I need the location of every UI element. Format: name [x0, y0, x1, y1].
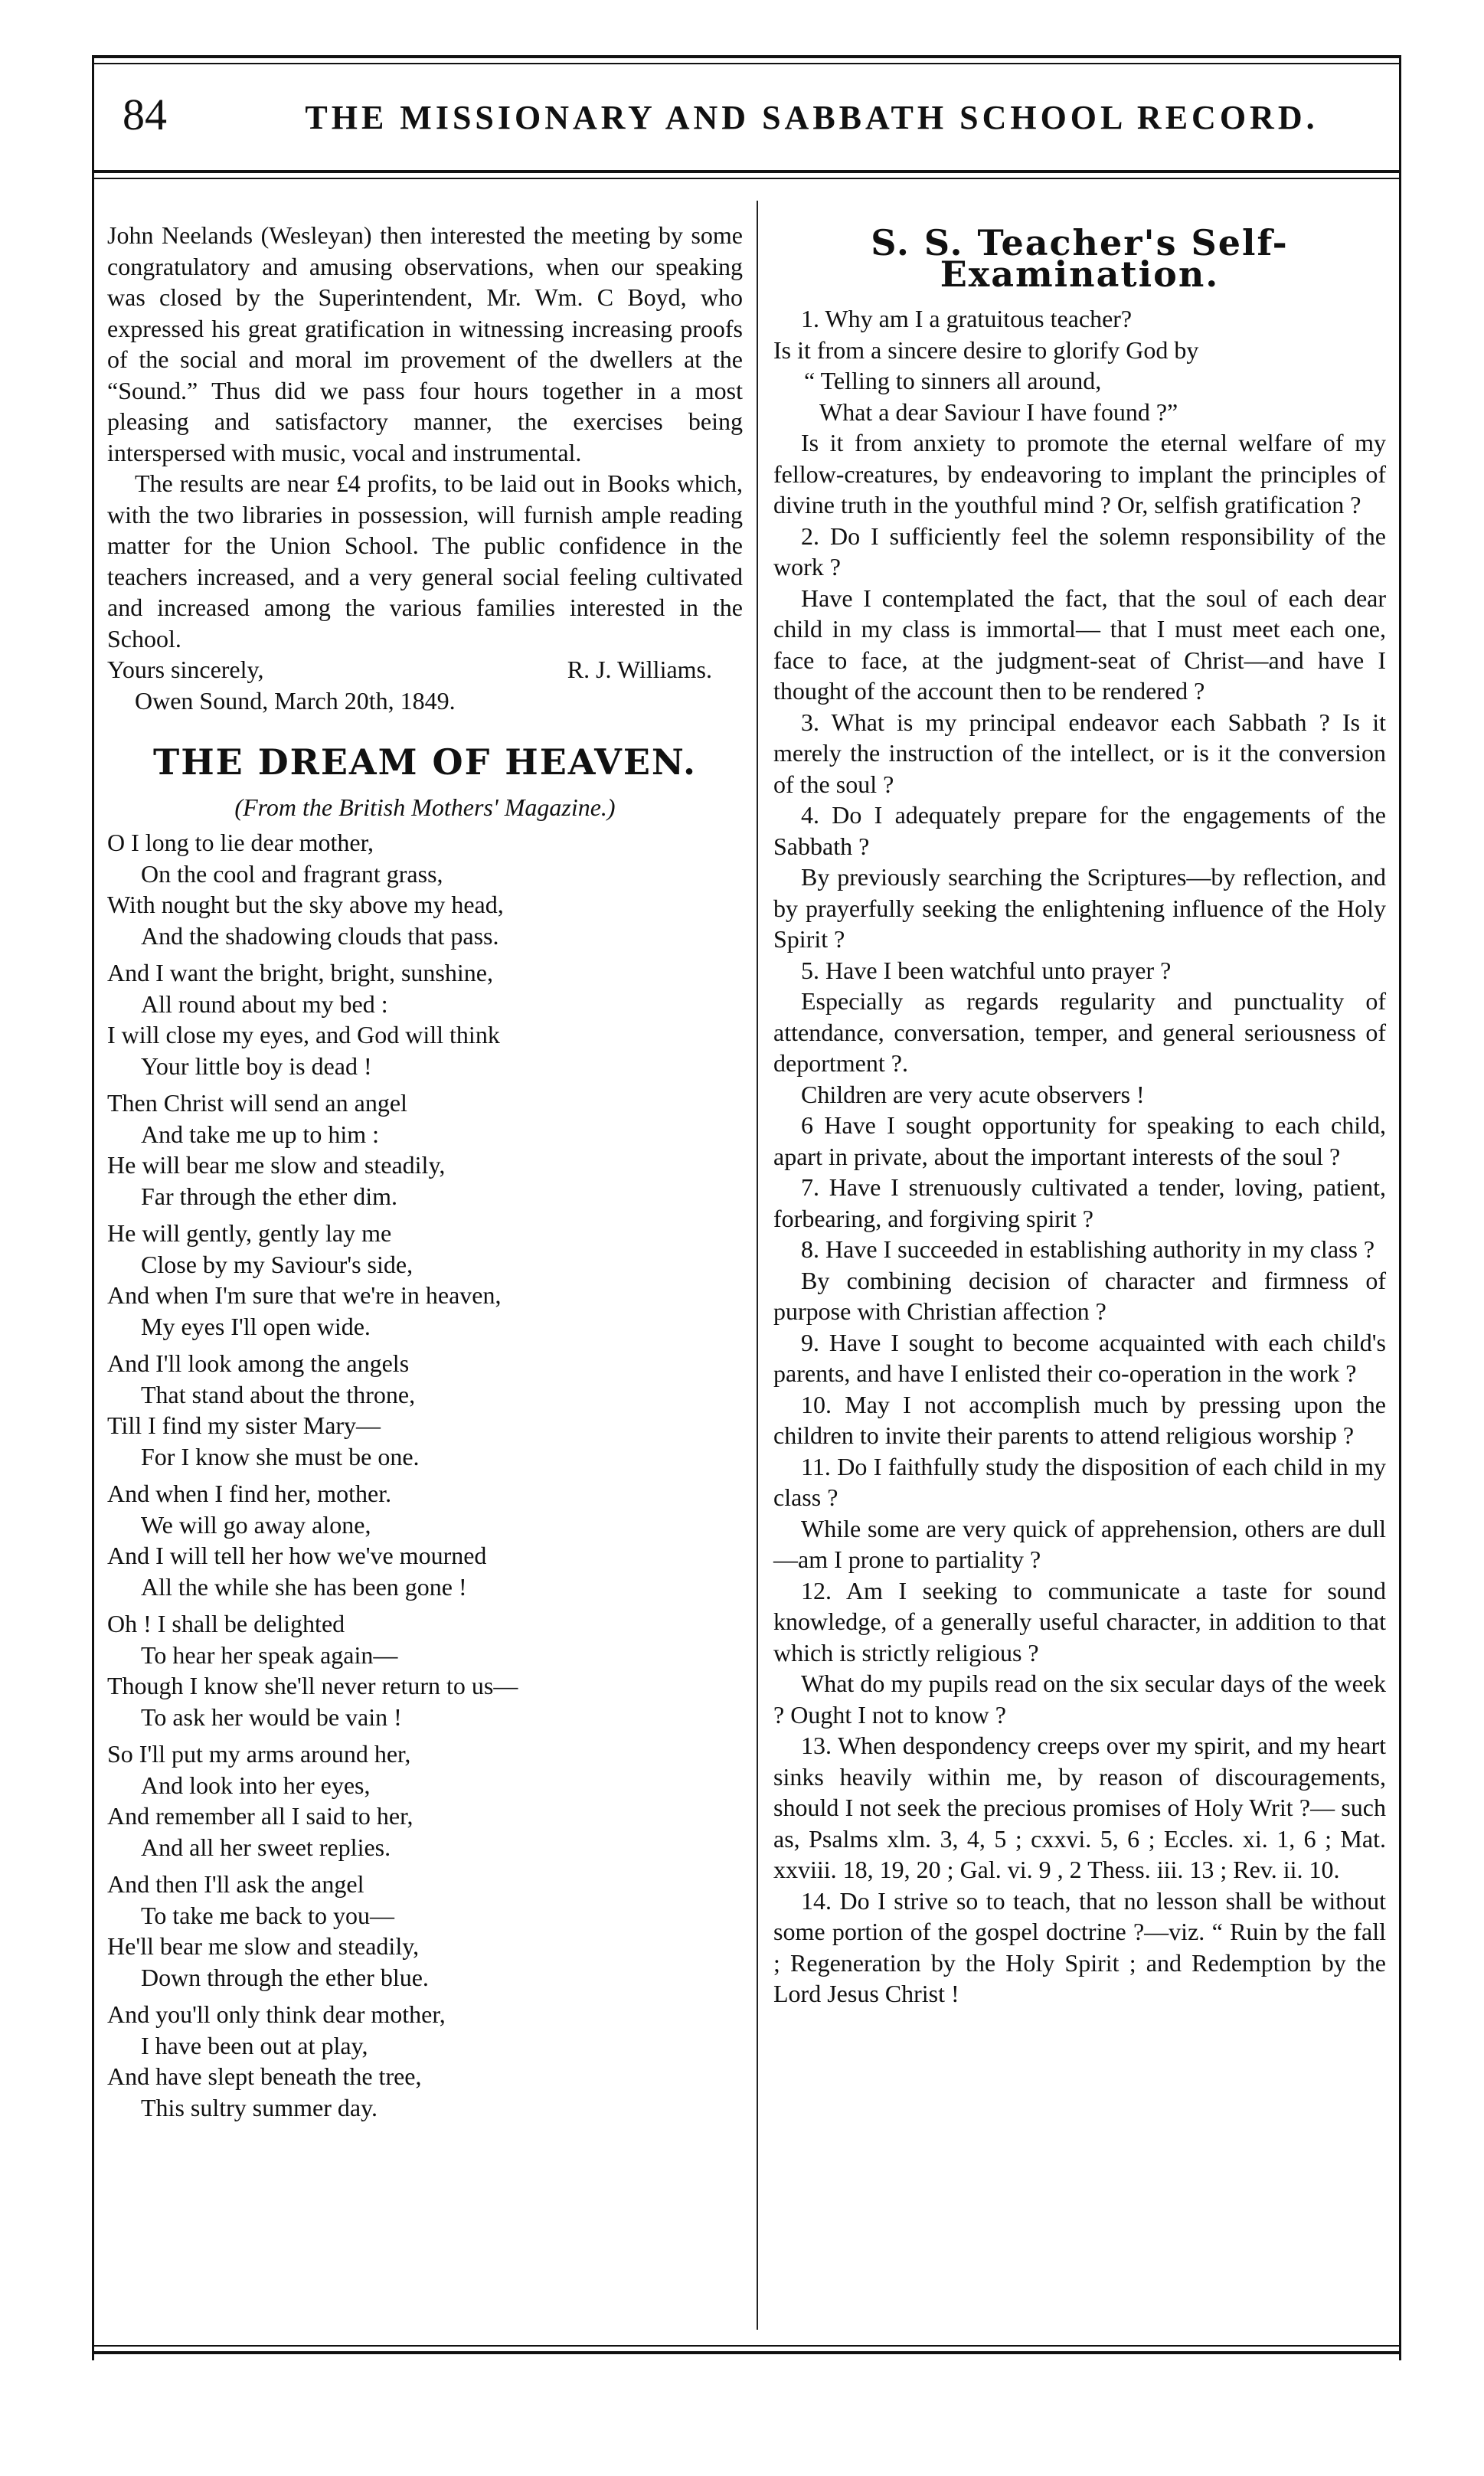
poem-stanza — [107, 1869, 743, 1993]
examination-paragraph: Especially as regards regularity and punctuality of attendance, conversation, temper, and general seriousness of deportment ?. — [773, 987, 1386, 1077]
bottom-rule-thick — [92, 2351, 1401, 2354]
poem-body — [107, 827, 743, 2123]
left-column — [107, 220, 743, 2129]
poem-line: That stand about the throne, — [141, 1380, 416, 1408]
poem-source: (From the British Mothers' Magazine.) — [234, 793, 616, 821]
poem-line: I will close my eyes, and God will think — [107, 1021, 500, 1048]
examination-paragraph: By combining decision of character and firmness of purpose with Christian affection ? — [773, 1266, 1386, 1325]
poem-line: And I will tell her how we've mourned — [107, 1542, 487, 1569]
poem-stanza — [107, 1218, 743, 1342]
poem-line: We will go away alone, — [141, 1510, 371, 1539]
poem-line: Your little boy is dead ! — [141, 1052, 372, 1080]
poem-line: And then I'll ask the angel — [107, 1870, 364, 1898]
poem-line: This sultry summer day. — [141, 2093, 378, 2121]
examination-paragraph: 14. Do I strive so to teach, that no lesson shall be without some portion of the gospel doctrine ?—viz. “ Ruin by the fall ; Regeneration by the Holy Spirit ; and Redemption by the Lord Jesus Christ ! — [773, 1886, 1386, 2007]
examination-paragraph: 6 Have I sought opportunity for speaking to each child, apart in private, about the important interests of the soul ? — [773, 1111, 1386, 1170]
examination-paragraph: Is it from anxiety to promote the eternal welfare of my fellow-creatures, by endeavoring to implant the principles of divine truth in the youthful mind ? Or, selfish gratification ? — [773, 429, 1386, 518]
poem-line: And take me up to him : — [141, 1120, 380, 1148]
poem-line: To take me back to you— — [141, 1901, 394, 1929]
poem-line: And when I'm sure that we're in heaven, — [107, 1281, 502, 1309]
poem-line: For I know she must be one. — [141, 1442, 420, 1470]
poem-line: Then Christ will send an angel — [107, 1089, 407, 1117]
dateline: Owen Sound, March 20th, 1849. — [135, 686, 456, 715]
running-title: THE MISSIONARY AND SABBATH SCHOOL RECORD. — [305, 99, 1319, 136]
page-number: 84 — [123, 90, 167, 139]
poem-line: O I long to lie dear mother, — [107, 829, 374, 856]
top-rule — [92, 55, 1401, 58]
poem-line: I have been out at play, — [141, 2031, 368, 2059]
examination-paragraph: 7. Have I strenuously cultivated a tender, loving, patient, forbearing, and forgiving spirit ? — [773, 1173, 1386, 1232]
examination-paragraph: 13. When despondency creeps over my spirit, and my heart sinks heavily within me, by reason of discouragements, should I not seek the precious promises of Holy Writ ?— such as, Psalms xlm. 3, 4, 5 ; cxxvi. 5, 6 ; Eccles. xi. 1, 6 ; Mat. xxviii. 18, 19, 20 ; Gal. vi. 9 , 2 Thess. iii. 13 ; Rev. ii. 10. — [773, 1732, 1386, 1883]
hymn-couplet — [773, 365, 1386, 427]
examination-paragraph: 12. Am I seeking to communicate a taste for sound knowledge, of a generally useful character, in addition to that which is strictly religious ? — [773, 1576, 1386, 1666]
examination-paragraph: 9. Have I sought to become acquainted with each child's parents, and have I enlisted their co-operation in the work ? — [773, 1328, 1386, 1387]
poem-line: Though I know she'll never return to us— — [107, 1672, 518, 1699]
poem-stanza — [107, 1348, 743, 1472]
examination-paragraph: Have I contemplated the fact, that the soul of each dear child in my class is immortal— that I must meet each one, face to face, at the judgment-seat of Christ—and have I thought of the account then to be rendered ? — [773, 584, 1386, 705]
examination-paragraph: 11. Do I faithfully study the disposition of each child in my class ? — [773, 1452, 1386, 1511]
poem-stanza — [107, 1999, 743, 2123]
closing: Yours sincerely, — [107, 656, 264, 683]
poem-line: To ask her would be vain ! — [141, 1702, 402, 1731]
poem-line: All the while she has been gone ! — [141, 1572, 467, 1601]
examination-paragraph: While some are very quick of apprehension, others are dull—am I prone to partiality ? — [773, 1514, 1386, 1573]
couplet-line: What a dear Saviour I have found ?” — [819, 397, 1178, 426]
header-rule-thin — [92, 178, 1401, 179]
couplet-line: “ Telling to sinners all around, — [804, 367, 1102, 394]
right-border — [1399, 55, 1401, 2360]
poem-line: To hear her speak again— — [141, 1640, 398, 1669]
poem-stanza — [107, 1478, 743, 1602]
examination-paragraph: 5. Have I been watchful unto prayer ? — [801, 956, 1172, 984]
report-paragraph-1: John Neelands (Wesleyan) then interested the meeting by some congratulatory and amusing observations, when our speaking was closed by the Superintendent, Mr. Wm. C Boyd, who expressed his great gratification in witnessing increasing proofs of the social and moral im provement of the dwellers at the “Sound.” Thus did we pass four hours together in a most pleasing and satisfactory manner, the exercises being interspersed with music, vocal and instrumental. — [107, 221, 743, 466]
examination-paragraph: What do my pupils read on the six secular days of the week ? Ought I not to know ? — [773, 1670, 1386, 1729]
examination-paragraph: 4. Do I adequately prepare for the engagements of the Sabbath ? — [773, 801, 1386, 860]
bottom-rule — [92, 2345, 1401, 2347]
examination-paragraph: Children are very acute observers ! — [801, 1080, 1145, 1108]
poem-line: And all her sweet replies. — [141, 1833, 391, 1861]
column-divider — [757, 201, 758, 2330]
poem-line: Down through the ether blue. — [141, 1963, 429, 1991]
signature: R. J. Williams. — [567, 656, 712, 683]
poem-stanza — [107, 957, 743, 1081]
poem-line: My eyes I'll open wide. — [141, 1312, 371, 1340]
examination-paragraph: 2. Do I sufficiently feel the solemn responsibility of the work ? — [773, 522, 1386, 581]
poem-line: Oh ! I shall be delighted — [107, 1610, 345, 1637]
report-paragraph-2: The results are near £4 profits, to be laid out in Books which, with the two libraries in possession, will furnish ample reading matter for the Union School. The public confidence in the teachers increased, and a very general social feeling cultivated and increased among the various families interested in the School. — [107, 469, 743, 653]
poem-line: Close by my Saviour's side, — [141, 1250, 413, 1278]
poem-line: Far through the ether dim. — [141, 1182, 398, 1210]
signature-line — [107, 654, 743, 685]
poem-line: And have slept beneath the tree, — [107, 2062, 422, 2090]
poem-line: Till I find my sister Mary— — [107, 1411, 381, 1439]
examination-paragraph: 3. What is my principal endeavor each Sabbath ? Is it merely the instruction of the intellect, or is it the conversion of the soul ? — [773, 708, 1386, 798]
header-rule — [92, 170, 1401, 173]
top-rule-thin — [92, 63, 1401, 64]
poem-title: THE DREAM OF HEAVEN. — [152, 741, 698, 783]
examination-paragraph: 10. May I not accomplish much by pressing upon the children to invite their parents to attend religious worship ? — [773, 1390, 1386, 1449]
poem-line: He will bear me slow and steadily, — [107, 1151, 446, 1179]
poem-line: And I'll look among the angels — [107, 1349, 410, 1377]
poem-line: And I want the bright, bright, sunshine, — [107, 959, 493, 986]
examination-paragraph: By previously searching the Scriptures—by reflection, and by prayerfully seeking the enlightening influence of the Holy Spirit ? — [773, 863, 1386, 953]
right-column — [773, 220, 1386, 2010]
poem-line: And when I find her, mother. — [107, 1480, 392, 1507]
poem-line: And the shadowing clouds that pass. — [141, 921, 499, 950]
poem-line: On the cool and fragrant grass, — [141, 859, 443, 888]
poem-stanza — [107, 1088, 743, 1212]
poem-line: And you'll only think dear mother, — [107, 2000, 446, 2028]
examination-questions — [773, 427, 1386, 2010]
left-border — [92, 55, 94, 2360]
page — [92, 55, 1401, 2360]
poem-line: All round about my bed : — [141, 989, 388, 1018]
question-1-line-2: Is it from a sincere desire to glorify God by — [773, 335, 1199, 364]
page-header — [92, 77, 1401, 161]
poem-stanza — [107, 1608, 743, 1732]
question-1: 1. Why am I a gratuitous teacher? — [801, 305, 1133, 332]
poem-stanza — [107, 827, 743, 951]
poem-line: So I'll put my arms around her, — [107, 1740, 411, 1768]
poem-stanza — [107, 1738, 743, 1863]
poem-line: He'll bear me slow and steadily, — [107, 1932, 420, 1960]
poem-line: He will gently, gently lay me — [107, 1219, 392, 1247]
section-title: S. S. Teacher's Self-Examination. — [871, 222, 1289, 295]
poem-line: With nought but the sky above my head, — [107, 891, 504, 918]
examination-paragraph: 8. Have I succeeded in establishing authority in my class ? — [801, 1235, 1375, 1263]
poem-line: And look into her eyes, — [141, 1771, 371, 1799]
poem-line: And remember all I said to her, — [107, 1802, 413, 1830]
